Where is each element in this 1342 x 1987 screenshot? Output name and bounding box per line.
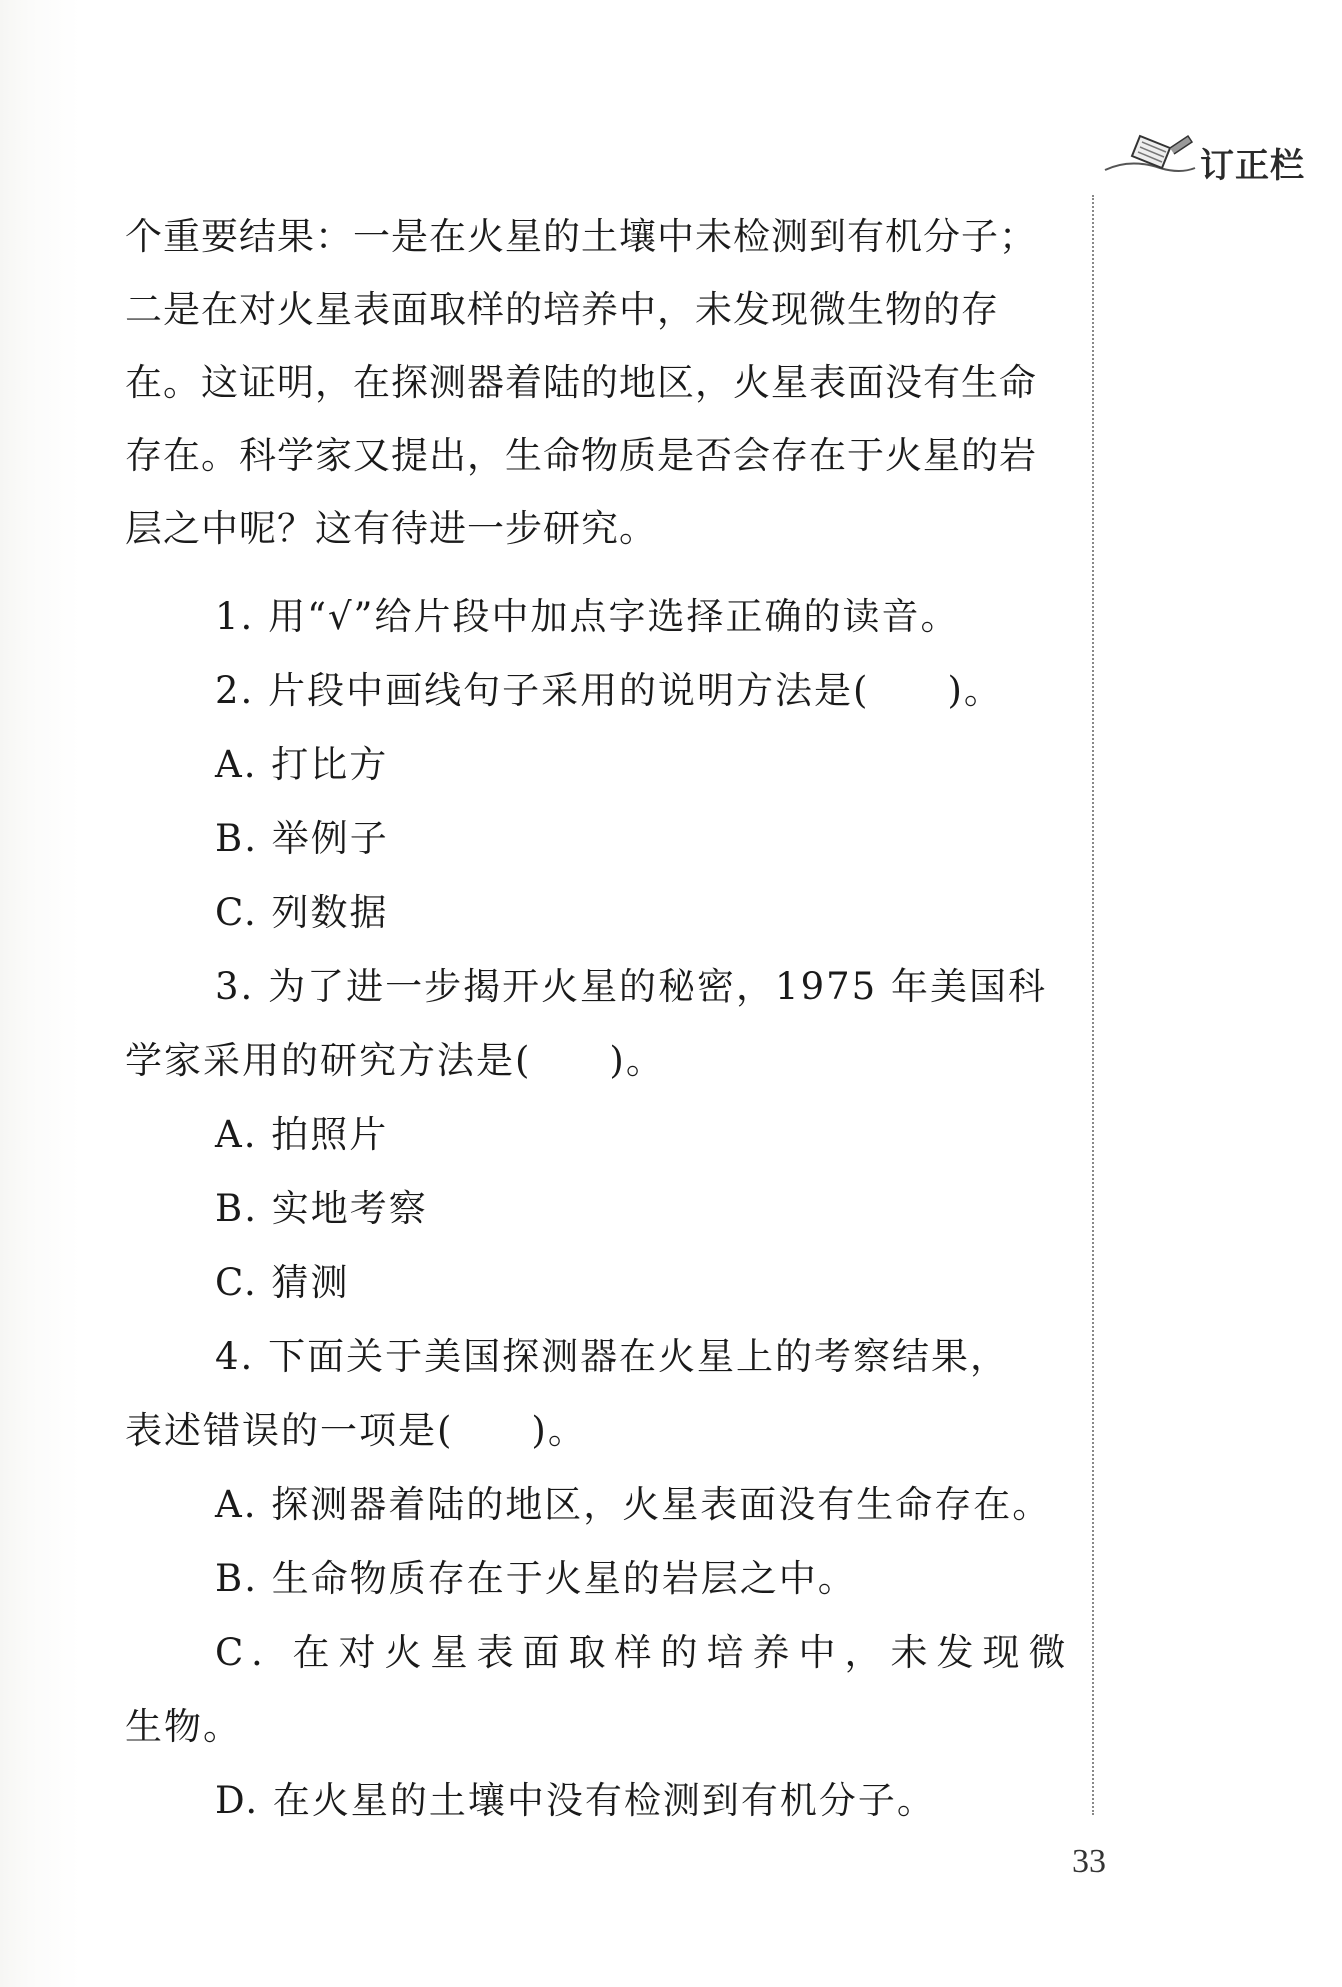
pencil-notebook-icon	[1100, 128, 1200, 188]
question-3-option-c: C. 猜测	[215, 1261, 350, 1304]
question-4-option-d: D. 在火星的土壤中没有检测到有机分子。	[215, 1779, 936, 1822]
passage-line: 层之中呢？这有待进一步研究。	[125, 507, 657, 550]
question-4-option-c-continued: 生物。	[125, 1705, 242, 1748]
passage-line: 在。这证明，在探测器着陆的地区，火星表面没有生命	[125, 361, 1037, 404]
question-3-option-a: A. 拍照片	[215, 1113, 389, 1156]
passage-line: 存在。科学家又提出，生命物质是否会存在于火星的岩	[125, 434, 1037, 477]
question-2-option-b: B. 举例子	[215, 817, 389, 860]
correction-column-header	[1100, 128, 1325, 188]
question-1: 1. 用“√”给片段中加点字选择正确的读音。	[215, 595, 960, 638]
questions	[125, 580, 1080, 1838]
question-4-continued: 表述错误的一项是( )。	[125, 1409, 587, 1452]
passage-line: 个重要结果：一是在火星的土壤中未检测到有机分子；	[125, 215, 1037, 258]
question-2-option-c: C. 列数据	[215, 891, 389, 934]
question-2: 2. 片段中画线句子采用的说明方法是( )。	[215, 669, 1003, 712]
passage-line: 二是在对火星表面取样的培养中，未发现微生物的存	[125, 288, 999, 331]
question-3-continued: 学家采用的研究方法是( )。	[125, 1039, 665, 1082]
correction-column-title: 订正栏	[1200, 146, 1305, 186]
question-4-option-b: B. 生命物质存在于火星的岩层之中。	[215, 1557, 857, 1600]
question-3: 3. 为了进一步揭开火星的秘密，1975 年美国科	[215, 965, 1047, 1008]
question-2-option-a: A. 打比方	[215, 743, 389, 786]
question-4-option-a: A. 探测器着陆的地区，火星表面没有生命存在。	[215, 1483, 1052, 1526]
question-4: 4. 下面关于美国探测器在火星上的考察结果，	[215, 1335, 1010, 1378]
question-3-option-b: B. 实地考察	[215, 1187, 428, 1230]
page-number: 33	[1072, 1843, 1106, 1880]
correction-column-divider	[1092, 195, 1094, 1815]
passage	[125, 200, 1080, 565]
question-4-option-c: C. 在对火星表面取样的培养中，未发现微	[215, 1631, 1075, 1674]
